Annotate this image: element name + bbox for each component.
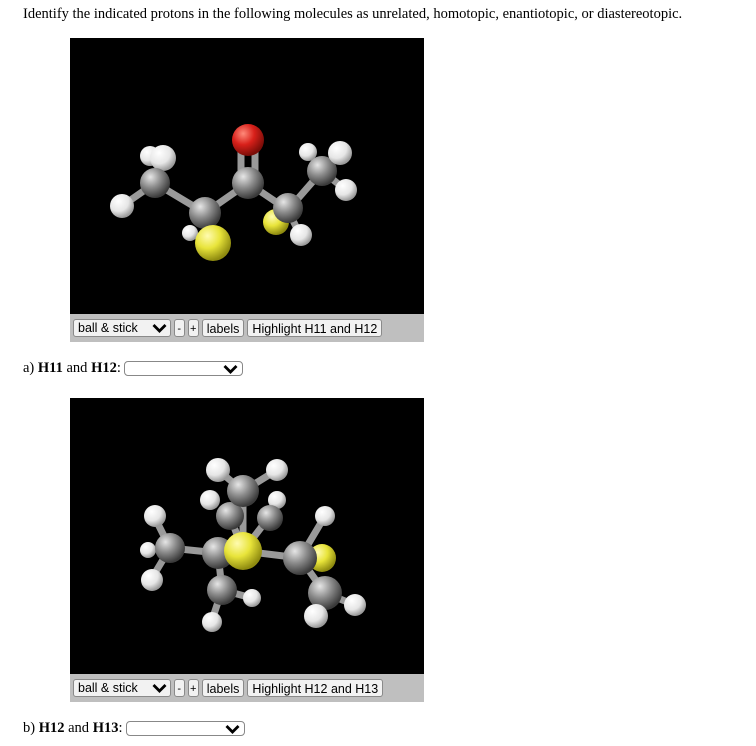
render-style-select-2[interactable]: [73, 679, 171, 697]
viewer-2-controls: [70, 674, 424, 702]
question-text: Identify the indicated protons in the following molecules as unrelated, homotopic, enantiotopic, or diastereotopic.: [23, 6, 683, 22]
answer-b-h2: H13: [92, 720, 119, 736]
chevron-down-icon: [225, 724, 240, 734]
molecule-viewer-2[interactable]: [70, 398, 424, 702]
render-style-value-2: ball & stick: [78, 681, 138, 695]
answer-b-dropdown[interactable]: [126, 721, 245, 736]
zoom-in-button-2[interactable]: +: [188, 679, 199, 697]
answer-a-colon: :: [116, 360, 121, 376]
highlight-button-2[interactable]: Highlight H12 and H13: [247, 679, 383, 697]
answer-a-dropdown[interactable]: [124, 361, 243, 376]
answer-b-and: and: [64, 720, 93, 736]
answer-a-and: and: [62, 360, 92, 376]
answer-b-h1: H12: [38, 720, 65, 736]
highlight-button-1[interactable]: Highlight H11 and H12: [247, 319, 382, 337]
chevron-down-icon: [152, 323, 167, 333]
zoom-in-button-1[interactable]: +: [188, 319, 199, 337]
chevron-down-icon: [223, 364, 238, 374]
answer-row-b: [23, 720, 245, 737]
answer-b-colon: :: [118, 720, 123, 736]
answer-a-prefix: a): [23, 360, 35, 376]
molecule-3d-model-1[interactable]: [70, 38, 424, 314]
zoom-out-button-2[interactable]: -: [174, 679, 185, 697]
molecule-3d-model-2[interactable]: [70, 398, 424, 674]
answer-a-h2: H12: [91, 360, 117, 376]
viewer-1-controls: [70, 314, 424, 342]
labels-button-1[interactable]: labels: [202, 319, 245, 337]
chevron-down-icon: [152, 683, 167, 693]
molecule-viewer-1[interactable]: [70, 38, 424, 342]
labels-button-2[interactable]: labels: [202, 679, 245, 697]
render-style-select-1[interactable]: [73, 319, 171, 337]
answer-b-prefix: b): [23, 720, 36, 736]
render-style-value-1: ball & stick: [78, 321, 138, 335]
answer-row-a: [23, 360, 243, 377]
answer-a-h1: H11: [37, 360, 63, 376]
zoom-out-button-1[interactable]: -: [174, 319, 185, 337]
